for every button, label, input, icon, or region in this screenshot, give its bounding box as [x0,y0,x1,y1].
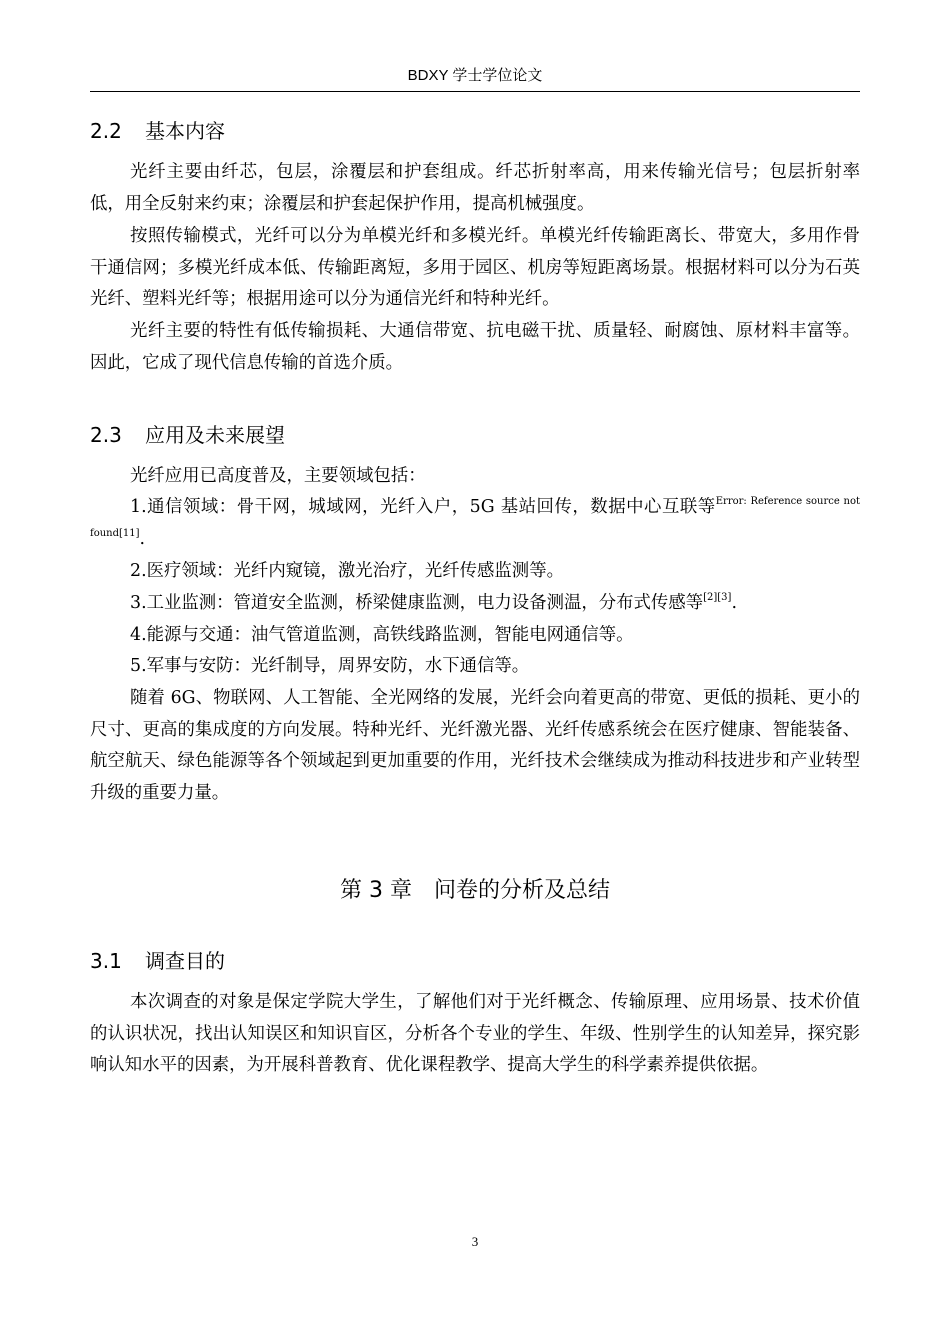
paragraph: 本次调查的对象是保定学院大学生，了解他们对于光纤概念、传输原理、应用场景、技术价值的认识状况，找出认知误区和知识盲区，分析各个专业的学生、年级、性别学生的认知差异，探究影响认知水平的因素，为开展科普教育、优化课程教学、提高大学生的科学素养提供依据。 [90,992,860,1075]
list-item: 5.军事与安防：光纤制导，周界安防，水下通信等。 [130,656,530,676]
list-item: 3.工业监测：管道安全监测，桥梁健康监测，电力设备测温，分布式传感等[2][3]. [130,592,737,613]
citation: [2][3] [703,592,732,603]
section-number: 2.3 [90,423,122,447]
paragraph: 光纤主要由纤芯，包层，涂覆层和护套组成。纤芯折射率高，用来传输光信号；包层折射率低，用全反射来约束；涂覆层和护套起保护作用，提高机械强度。 [90,162,860,214]
paragraph: 光纤主要的特性有低传输损耗、大通信带宽、抗电磁干扰、质量轻、耐腐蚀、原材料丰富等。因此，它成了现代信息传输的首选介质。 [90,321,860,373]
paragraph: 光纤应用已高度普及，主要领域包括： [130,466,426,486]
chapter-number: 第 3 章 [340,878,412,903]
section-heading-2-3 [90,420,860,450]
chapter-title: 问卷的分析及总结 [433,878,610,903]
section-title: 基本内容 [145,119,225,143]
section-title: 应用及未来展望 [145,423,285,447]
list-item: 1.通信领域：骨干网，城域网，光纤入户，5G 基站回传，数据中心互联等$^{Error: Reference source not found[11]}$. [90,496,860,549]
list-item: 4.能源与交通：油气管道监测，高铁线路监测，智能电网通信等。 [130,625,634,645]
list-item-text: 1.通信领域：骨干网，城域网，光纤入户，5G 基站回传，数据中心互联等 [130,497,716,517]
page-header: BDXY 学士学位论文 [90,64,860,92]
section-heading-2-2 [90,116,860,146]
paragraph: 按照传输模式，光纤可以分为单模光纤和多模光纤。单模光纤传输距离长、带宽大，多用作骨干通信网；多模光纤成本低、传输距离短，多用于园区、机房等短距离场景。根据材料可以分为石英光纤、塑料光纤等；根据用途可以分为通信光纤和特种光纤。 [90,226,860,309]
list-item: 2.医疗领域：光纤内窥镜，激光治疗，光纤传感监测等。 [130,561,564,581]
reference-error: Error: Reference source not found[11] [90,496,860,539]
paragraph: 随着 6G、物联网、人工智能、全光网络的发展，光纤会向着更高的带宽、更低的损耗、更小的尺寸、更高的集成度的方向发展。特种光纤、光纤激光器、光纤传感系统会在医疗健康、智能装备、航空航天、绿色能源等各个领域起到更加重要的作用，光纤技术会继续成为推动科技进步和产业转型升级的重要力量。 [90,688,860,803]
chapter-heading [90,874,860,908]
list-item-text: 3.工业监测：管道安全监测，桥梁健康监测，电力设备测温，分布式传感等 [130,593,704,613]
section-number: 3.1 [90,949,122,973]
page-number: 3 [471,1234,479,1249]
section-heading-3-1 [90,946,860,976]
section-number: 2.2 [90,119,122,143]
section-title: 调查目的 [145,949,225,973]
